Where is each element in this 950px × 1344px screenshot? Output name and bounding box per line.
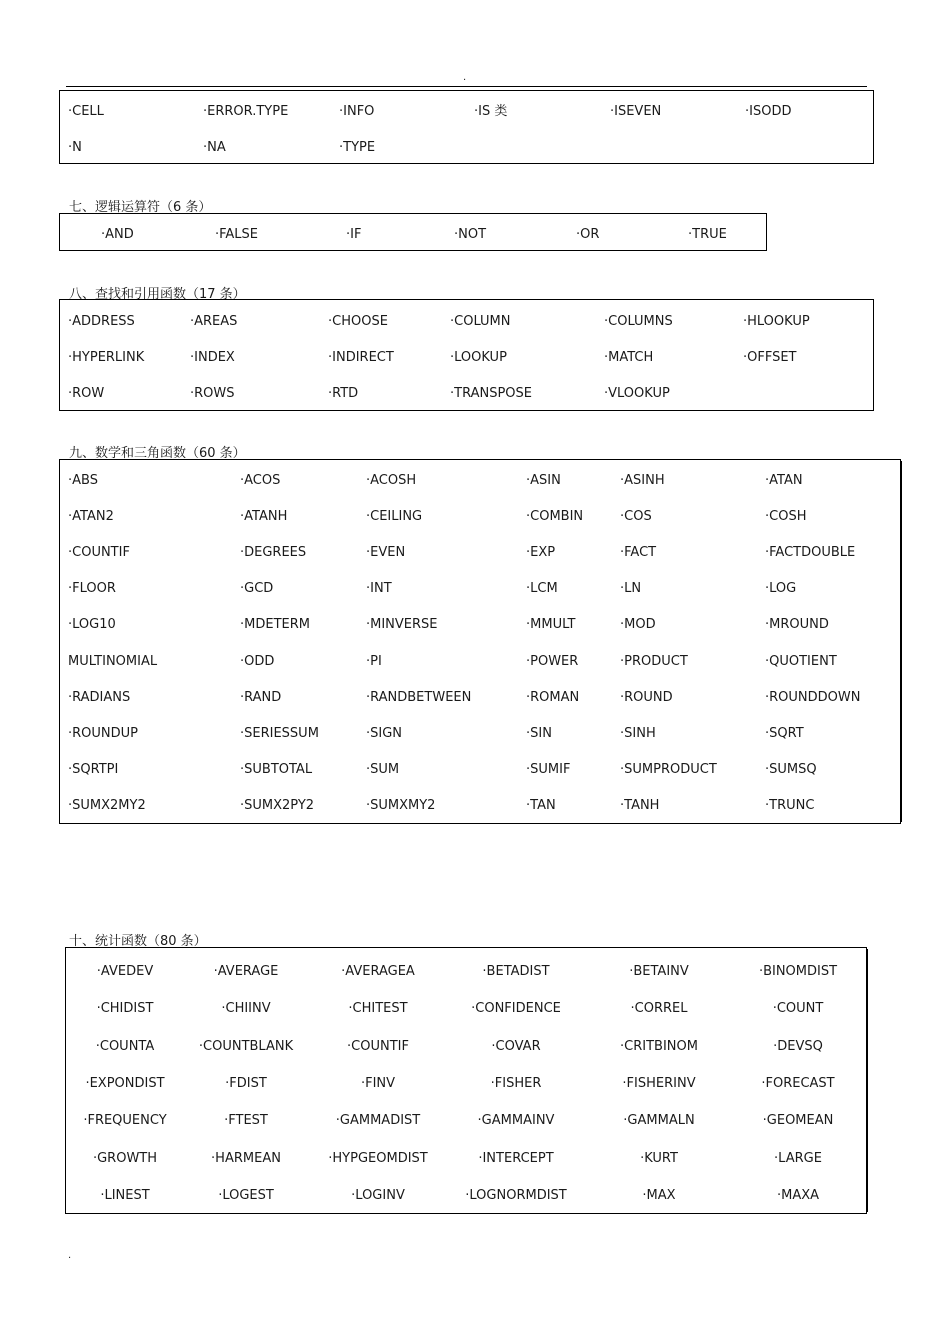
- function-name-cell: ·INT: [366, 581, 392, 596]
- function-name-cell: ·AREAS: [190, 314, 238, 329]
- function-name-cell: ·LN: [620, 581, 642, 596]
- function-name-cell: ·HYPGEOMDIST: [328, 1151, 428, 1166]
- function-name-cell: ·CELL: [68, 104, 104, 119]
- function-name-cell: ·DEGREES: [240, 545, 307, 560]
- function-name-cell: ·KURT: [640, 1151, 678, 1166]
- function-name-cell: ·ATAN2: [68, 509, 114, 524]
- function-name-cell: ·ROUNDDOWN: [765, 690, 861, 705]
- function-name-cell: ·SINH: [620, 726, 656, 741]
- function-name-cell: ·MINVERSE: [366, 617, 438, 632]
- function-name-cell: ·LOG: [765, 581, 797, 596]
- function-name-cell: ·ATANH: [240, 509, 288, 524]
- function-name-cell: ·CEILING: [366, 509, 423, 524]
- function-name-cell: ·TANH: [620, 798, 660, 813]
- function-name-cell: ·COLUMN: [450, 314, 511, 329]
- function-name-cell: ·ROUNDUP: [68, 726, 139, 741]
- function-name-cell: ·FORECAST: [761, 1076, 835, 1091]
- function-name-cell: ·BINOMDIST: [758, 964, 838, 979]
- function-name-cell: ·SQRT: [765, 726, 804, 741]
- function-name-cell: ·TRUNC: [765, 798, 815, 813]
- function-name-cell: ·AVEDEV: [96, 964, 154, 979]
- function-name-cell: ·ODD: [240, 654, 275, 669]
- function-name-cell: ·BETAINV: [629, 964, 689, 979]
- section-title-math: 九、数学和三角函数（60 条）: [69, 446, 246, 461]
- function-name-cell: ·LOGINV: [351, 1188, 405, 1203]
- function-name-cell: ·ASINH: [620, 473, 665, 488]
- function-name-cell: ·CHOOSE: [328, 314, 388, 329]
- function-name-cell: ·AVERAGEA: [341, 964, 415, 979]
- function-name-cell: ·LOOKUP: [450, 350, 507, 365]
- function-name-cell: ·COUNTIF: [347, 1039, 409, 1054]
- function-name-cell: ·HLOOKUP: [743, 314, 810, 329]
- section-info-table: [59, 90, 874, 164]
- function-name-cell: ·SIGN: [366, 726, 403, 741]
- function-name-cell: ·COUNTBLANK: [198, 1039, 294, 1054]
- function-name-cell: ·INDEX: [190, 350, 235, 365]
- function-name-cell: ·GAMMAINV: [477, 1113, 555, 1128]
- function-name-cell: ·LOG10: [68, 617, 116, 632]
- function-name-cell: ·LCM: [526, 581, 558, 596]
- function-name-cell: ·COS: [620, 509, 652, 524]
- function-name-cell: ·NOT: [454, 227, 487, 242]
- function-name-cell: ·RTD: [328, 386, 359, 401]
- function-name-cell: ·LOGNORMDIST: [465, 1188, 567, 1203]
- function-name-cell: ·SQRTPI: [68, 762, 119, 777]
- section-title-lookup: 八、查找和引用函数（17 条）: [69, 287, 246, 302]
- function-name-cell: ·MOD: [620, 617, 656, 632]
- function-name-cell: ·BETADIST: [482, 964, 550, 979]
- function-name-cell: ·RADIANS: [68, 690, 131, 705]
- function-name-cell: ·SIN: [526, 726, 552, 741]
- function-name-cell: ·ERROR.TYPE: [203, 104, 289, 119]
- function-name-cell: ·FACT: [620, 545, 657, 560]
- function-name-cell: ·ROWS: [190, 386, 235, 401]
- function-name-cell: ·CRITBINOM: [620, 1039, 698, 1054]
- function-name-cell: ·CHIINV: [221, 1001, 271, 1016]
- function-name-cell: ·FDIST: [225, 1076, 267, 1091]
- function-name-cell: ·IS 类: [474, 104, 508, 119]
- function-name-cell: ·EXPONDIST: [85, 1076, 165, 1091]
- function-name-cell: ·NA: [203, 140, 226, 155]
- function-name-cell: ·GEOMEAN: [762, 1113, 834, 1128]
- function-name-cell: ·EVEN: [366, 545, 406, 560]
- function-name-cell: ·PI: [366, 654, 382, 669]
- function-name-cell: ·CONFIDENCE: [471, 1001, 561, 1016]
- function-name-cell: ·TRUE: [688, 227, 727, 242]
- function-name-cell: ·CHIDIST: [96, 1001, 154, 1016]
- function-name-cell: ·COUNTA: [95, 1039, 155, 1054]
- function-name-cell: ·ISODD: [745, 104, 792, 119]
- function-name-cell: ·OFFSET: [743, 350, 797, 365]
- function-name-cell: ·COMBIN: [526, 509, 584, 524]
- function-name-cell: ·ISEVEN: [610, 104, 662, 119]
- function-name-cell: ·FALSE: [215, 227, 259, 242]
- function-name-cell: ·AND: [101, 227, 134, 242]
- function-name-cell: ·SUMPRODUCT: [620, 762, 717, 777]
- function-name-cell: ·FISHER: [490, 1076, 542, 1091]
- function-name-cell: ·SUMXMY2: [366, 798, 436, 813]
- section-title-stats: 十、统计函数（80 条）: [69, 934, 207, 949]
- footer-mark: .: [68, 1250, 72, 1261]
- function-name-cell: ·LOGEST: [218, 1188, 274, 1203]
- function-name-cell: ·FISHERINV: [622, 1076, 696, 1091]
- function-name-cell: ·N: [68, 140, 82, 155]
- function-name-cell: ·SUMX2PY2: [240, 798, 315, 813]
- function-name-cell: ·COUNT: [772, 1001, 824, 1016]
- function-name-cell: ·GCD: [240, 581, 274, 596]
- function-name-cell: ·TYPE: [339, 140, 376, 155]
- function-name-cell: ·INDIRECT: [328, 350, 394, 365]
- function-name-cell: ·FACTDOUBLE: [765, 545, 856, 560]
- function-name-cell: ·TAN: [526, 798, 556, 813]
- function-name-cell: ·ROMAN: [526, 690, 580, 705]
- function-name-cell: ·IF: [346, 227, 362, 242]
- section-title-logical: 七、逻辑运算符（6 条）: [69, 200, 212, 215]
- function-name-cell: ·SUM: [366, 762, 400, 777]
- function-name-cell: ·SUBTOTAL: [240, 762, 313, 777]
- function-name-cell: ·ADDRESS: [68, 314, 135, 329]
- function-name-cell: ·ACOS: [240, 473, 281, 488]
- function-name-cell: ·COSH: [765, 509, 807, 524]
- function-name-cell: ·TRANSPOSE: [450, 386, 532, 401]
- function-name-cell: ·INTERCEPT: [478, 1151, 554, 1166]
- function-name-cell: ·CHITEST: [348, 1001, 408, 1016]
- function-name-cell: ·FREQUENCY: [83, 1113, 167, 1128]
- function-name-cell: ·GAMMALN: [623, 1113, 695, 1128]
- function-name-cell: ·ABS: [68, 473, 98, 488]
- function-name-cell: ·LINEST: [100, 1188, 150, 1203]
- function-name-cell: ·HYPERLINK: [68, 350, 145, 365]
- function-name-cell: MULTINOMIAL: [68, 654, 158, 669]
- function-name-cell: ·ROW: [68, 386, 105, 401]
- function-name-cell: ·AVERAGE: [213, 964, 279, 979]
- function-name-cell: ·MAX: [642, 1188, 676, 1203]
- header-rule: [66, 86, 867, 87]
- function-name-cell: ·ATAN: [765, 473, 803, 488]
- function-name-cell: ·SERIESSUM: [240, 726, 319, 741]
- function-name-cell: ·POWER: [526, 654, 579, 669]
- function-name-cell: ·LARGE: [774, 1151, 822, 1166]
- function-name-cell: ·MDETERM: [240, 617, 310, 632]
- section-logical-table: [59, 213, 767, 251]
- function-name-cell: ·DEVSQ: [773, 1039, 823, 1054]
- function-name-cell: ·COUNTIF: [68, 545, 130, 560]
- function-name-cell: ·FTEST: [224, 1113, 268, 1128]
- function-name-cell: ·MAXA: [776, 1188, 820, 1203]
- function-name-cell: ·RAND: [240, 690, 282, 705]
- function-name-cell: ·ACOSH: [366, 473, 417, 488]
- function-name-cell: ·SUMSQ: [765, 762, 817, 777]
- function-name-cell: ·VLOOKUP: [604, 386, 670, 401]
- function-name-cell: ·CORREL: [630, 1001, 688, 1016]
- header-mark: .: [463, 72, 467, 83]
- function-name-cell: ·EXP: [526, 545, 556, 560]
- function-name-cell: ·SUMX2MY2: [68, 798, 146, 813]
- function-name-cell: ·RANDBETWEEN: [366, 690, 472, 705]
- function-name-cell: ·SUMIF: [526, 762, 571, 777]
- function-name-cell: ·COLUMNS: [604, 314, 673, 329]
- function-name-cell: ·PRODUCT: [620, 654, 688, 669]
- function-name-cell: ·ROUND: [620, 690, 673, 705]
- function-name-cell: ·MATCH: [604, 350, 654, 365]
- function-name-cell: ·ASIN: [526, 473, 561, 488]
- function-name-cell: ·COVAR: [491, 1039, 541, 1054]
- function-name-cell: ·INFO: [339, 104, 375, 119]
- function-name-cell: ·MROUND: [765, 617, 829, 632]
- function-name-cell: ·OR: [576, 227, 600, 242]
- function-name-cell: ·QUOTIENT: [765, 654, 837, 669]
- function-name-cell: ·GAMMADIST: [335, 1113, 421, 1128]
- function-name-cell: ·HARMEAN: [211, 1151, 281, 1166]
- section-stats-table: [65, 947, 867, 1214]
- function-name-cell: ·FINV: [360, 1076, 396, 1091]
- function-name-cell: ·MMULT: [526, 617, 576, 632]
- function-name-cell: ·GROWTH: [92, 1151, 158, 1166]
- function-name-cell: ·FLOOR: [68, 581, 116, 596]
